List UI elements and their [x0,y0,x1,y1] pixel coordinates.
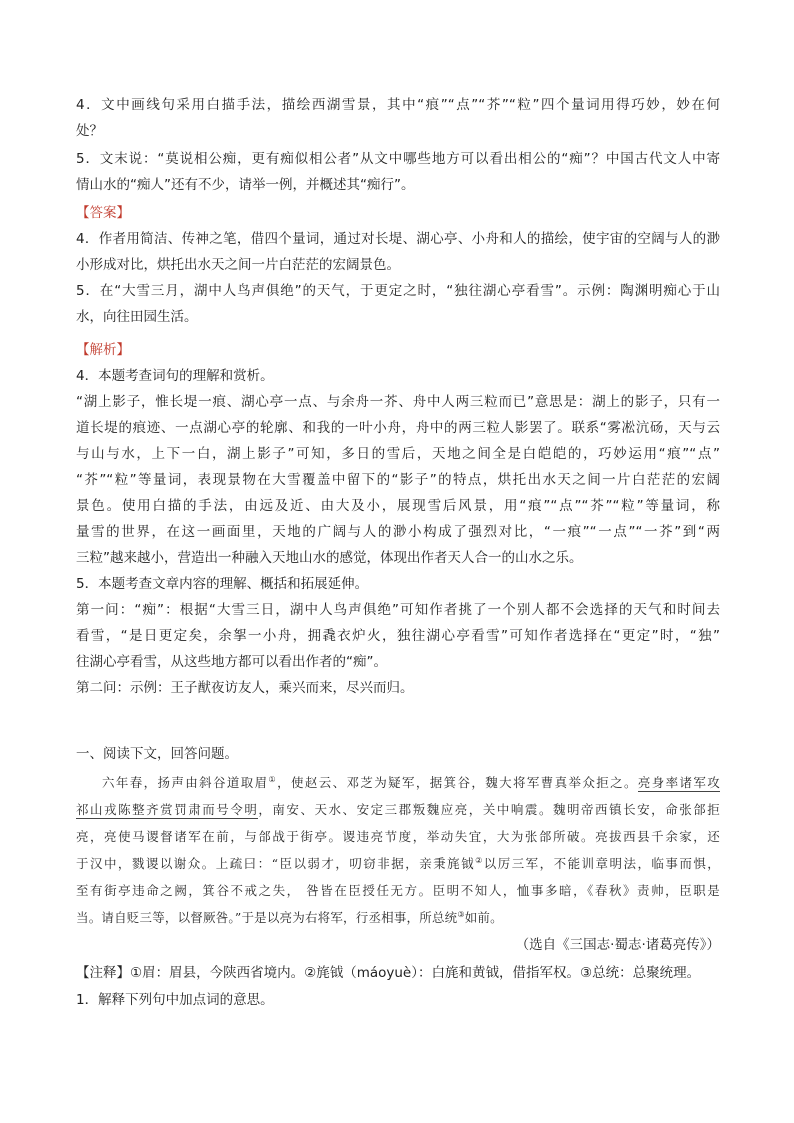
analysis-tag: 【解析】 [76,342,130,358]
analysis-line-7: 量雪的世界，在这一画面里，天地的广阔与人的渺小构成了强烈对比，“一痕”“一点”“一芥”到“两 [76,524,720,540]
passage-line-5: 至有街亭违命之阙，箕谷不戒之失， 咎皆在臣授任无方。臣明不知人，恤事多暗，《春秋》责帅，臣职是 [76,883,720,898]
answer-line-3: 5．在“大雪三月，湖中人鸟声俱绝”的天气，于更定之时，“独往湖心亭看雪”。示例：陶渊明痴心于山 [76,283,720,299]
analysis-line-11: 看雪，“是日更定矣，余挐一小舟，拥毳衣炉火，独往湖心亭看雪”可知作者选择在“更定”时，“独” [76,628,720,644]
analysis-line-13: 第二问：示例：王子猷夜访友人，乘兴而来，尽兴而归。 [76,680,414,696]
passage-text: 如前。 [464,910,503,925]
notes-text: 【注释】①眉：眉县，今陕西省境内。②旄钺（máoyuè）：白旄和黄钺，借指军权。③总统：总聚统理。 [76,965,701,981]
analysis-line-8: 三粒”越来越小，营造出一种融入天地山水的感觉，体现出作者天人合一的山水之乐。 [76,550,583,566]
question-1 [76,987,720,1013]
underlined-sentence: 祁山戎陈整齐赏罚肃而号令明 [76,802,259,817]
passage-text: ，南安、天水、安定三郡叛魏应亮，关中响震。魏明帝西镇长安，命张郃拒 [258,802,720,817]
answer-line-2: 小形成对比，烘托出水天之间一片白茫茫的宏阔景色。 [76,257,400,273]
answer-line-1: 4．作者用简洁、传神之笔，借四个量词，通过对长堤、湖心亭、小舟和人的描绘，使宇宙的空阔与人的渺 [76,231,720,247]
answer-section [76,200,720,330]
analysis-line-2: “湖上影子，惟长堤一痕、湖心亭一点、与余舟一芥、舟中人两三粒而已”意思是：湖上的影子，只有一 [76,394,720,410]
passage-line-4 [76,850,720,877]
analysis-line-1: 4．本题考查词句的理解和赏析。 [76,368,274,384]
analysis-section [76,337,720,701]
passage-text: 以厉三军，不能训章明法，临事而惧， [483,856,721,871]
passage-line-3: 亮，亮使马谡督诸军在前，与郃战于街亭。谡违亮节度，举动失宜，大为张郃所破。亮拔西县千余家，还 [76,829,720,844]
passage-text: 六年春，扬声由斜谷道取眉 [102,775,269,790]
question-4-line-2: 处？ [76,123,103,139]
underlined-sentence: 亮身率诸军攻 [637,775,721,790]
analysis-line-10: 第一问：“痴”：根据“大雪三日，湖中人鸟声俱绝”可知作者挑了一个别人都不会选择的天气和时间去 [76,602,720,618]
section-title [76,741,720,767]
analysis-line-6: 景色。使用白描的手法，由远及近、由大及小，展现雪后风景，用“痕”“点”“芥”“粒”等量词，称 [76,498,720,514]
question-5 [76,146,720,198]
footnote-marker: ① [268,774,278,784]
footnote-marker: ③ [457,909,465,919]
question-1-text: 1．解释下列句中加点词的意思。 [76,992,274,1008]
answer-tag: 【答案】 [76,205,130,221]
analysis-line-3: 道长堤的痕迹、一点湖心亭的轮廓、和我的一叶小舟，舟中的两三粒人影罢了。联系“雾凇沆砀，天与云 [76,420,720,436]
passage-line-6 [76,904,720,931]
classical-passage [76,769,720,931]
source-citation [76,932,720,958]
notes [76,960,720,986]
question-5-line-2: 情山水的“痴人”还有不少，请举一例，并概述其“痴行”。 [76,177,415,193]
passage-line-1 [76,769,720,796]
analysis-line-9: 5．本题考查文章内容的理解、概括和拓展延伸。 [76,576,369,592]
analysis-line-5: “芥”“粒”等量词，表现景物在大雪覆盖中留下的“影子”的特点，烘托出水天之间一片白茫茫的宏阔 [76,472,720,488]
passage-line-2 [76,796,720,823]
question-4 [76,92,720,144]
analysis-line-12: 往湖心亭看雪，从这些地方都可以看出作者的“痴”。 [76,654,387,670]
question-4-line-1: 4．文中画线句采用白描手法，描绘西湖雪景，其中“痕”“点”“芥”“粒”四个量词用得巧妙，妙在何 [76,97,720,113]
passage-text: 当。请自贬三等，以督厥咎。”于是以亮为右将军，行丞相事，所总统 [76,910,458,925]
question-5-line-1: 5．文末说：“莫说相公痴，更有痴似相公者”从文中哪些地方可以看出相公的“痴”？中国古代文人中寄 [76,151,720,167]
answer-line-4: 水，向往田园生活。 [76,309,198,325]
passage-text: 于汉中，戮谡以谢众。上疏曰：“臣以弱才，叨窃非据，亲秉旄钺 [76,856,476,871]
section-title-text: 一、阅读下文，回答问题。 [76,746,238,762]
analysis-line-4: 与山与水，上下一白，湖上影子”可知，多日的雪后，天地之间全是白皑皑的，巧妙运用“痕”“点” [76,446,720,462]
footnote-marker: ② [475,855,484,865]
passage-text: ，使赵云、邓芝为疑军，据箕谷，魏大将军曹真举众拒之。 [277,775,638,790]
source-text: （选自《三国志·蜀志·诸葛亮传》） [515,937,720,953]
